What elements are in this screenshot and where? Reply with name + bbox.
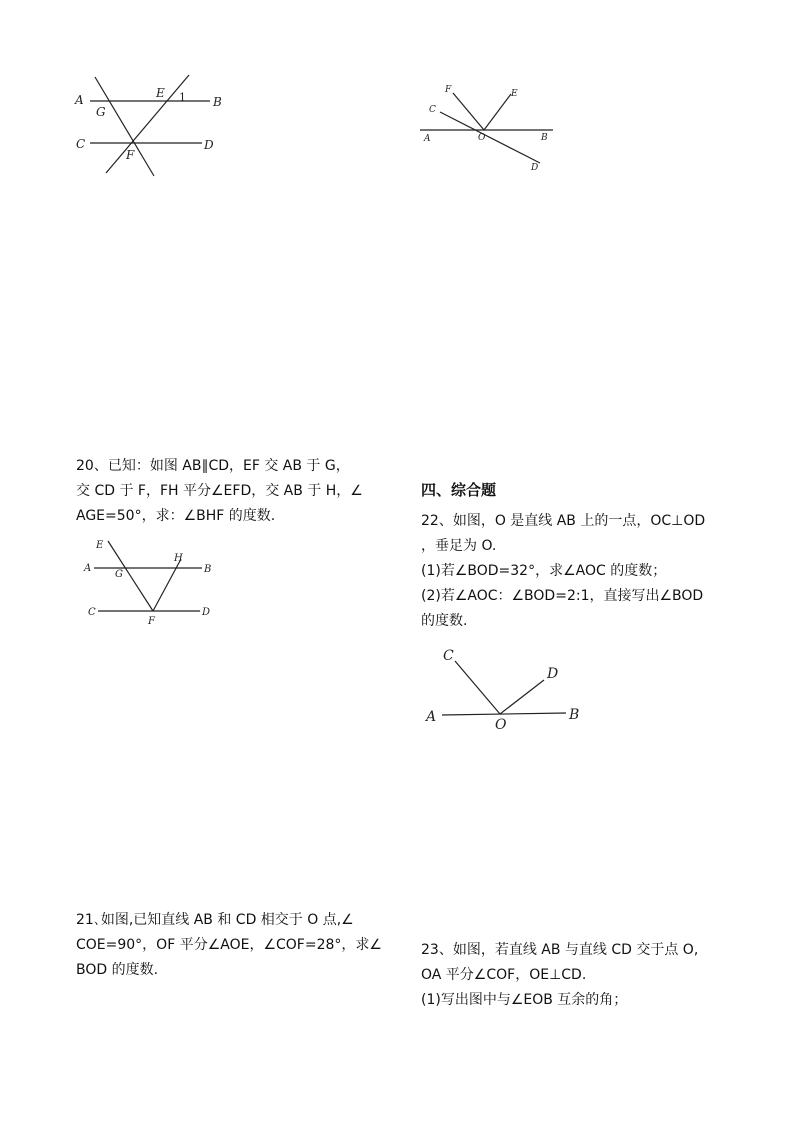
q22-line-2: ，垂足为 O. xyxy=(421,538,497,554)
ray-of xyxy=(453,93,484,130)
figure-q22 xyxy=(420,640,590,735)
label-c: C xyxy=(443,648,454,664)
line-cd xyxy=(440,112,540,163)
ray-oc xyxy=(455,661,500,714)
label-a: A xyxy=(84,563,92,574)
section-4-heading: 四、综合题 xyxy=(421,481,497,499)
q22-line-4: (2)若∠AOC：∠BOD=2:1，直接写出∠BOD xyxy=(421,588,704,604)
label-d: D xyxy=(204,138,214,152)
label-f: F xyxy=(126,148,135,162)
label-c: C xyxy=(429,105,436,115)
label-e: E xyxy=(156,86,165,100)
label-d: D xyxy=(202,607,211,618)
label-g: G xyxy=(115,569,123,580)
q22-line-1: 22、如图，O 是直线 AB 上的一点，OC⊥OD xyxy=(421,513,706,529)
label-o: O xyxy=(495,717,507,733)
q21-line-2: COE=90°，OF 平分∠AOE，∠COF=28°，求∠ xyxy=(76,937,382,953)
label-b: B xyxy=(541,133,548,143)
q20-line-2: 交 CD 于 F，FH 平分∠EFD，交 AB 于 H，∠ xyxy=(76,483,363,499)
figure-parallel-lines-top-left xyxy=(70,70,230,180)
q23-line-2: OA 平分∠COF，OE⊥CD. xyxy=(421,967,587,983)
label-c: C xyxy=(76,137,86,151)
label-h: H xyxy=(174,553,183,564)
label-c: C xyxy=(88,607,96,618)
label-angle-1: 1 xyxy=(179,91,186,104)
line-fh xyxy=(153,559,181,611)
label-e: E xyxy=(96,540,104,551)
label-o: O xyxy=(478,133,486,143)
q20-line-1: 20、已知：如图 AB∥CD，EF 交 AB 于 G， xyxy=(76,458,350,474)
label-d: D xyxy=(547,666,559,682)
ray-oe xyxy=(484,94,511,130)
q23-line-1: 23、如图，若直线 AB 与直线 CD 交于点 O, xyxy=(421,942,699,958)
label-a: A xyxy=(75,93,84,107)
label-f: F xyxy=(445,85,452,95)
figure-rays-top-right xyxy=(415,80,565,180)
figure-q20 xyxy=(82,535,222,630)
q23-line-3: (1)写出图中与∠EOB 互余的角； xyxy=(421,992,628,1008)
label-e: E xyxy=(511,89,518,99)
label-a: A xyxy=(424,134,431,144)
label-b: B xyxy=(213,95,222,109)
line-ef-transversal xyxy=(106,75,189,173)
label-f: F xyxy=(148,616,155,627)
q21-line-1: 21､如图,已知直线 AB 和 CD 相交于 O 点,∠ xyxy=(76,912,354,928)
label-a: A xyxy=(426,709,437,725)
line-ab xyxy=(442,713,566,715)
label-g: G xyxy=(96,105,106,119)
ray-od xyxy=(500,680,544,714)
q22-line-5: 的度数. xyxy=(421,613,468,629)
q22-line-3: (1)若∠BOD=32°，求∠AOC 的度数； xyxy=(421,563,667,579)
q21-line-3: BOD 的度数. xyxy=(76,962,159,978)
label-b: B xyxy=(204,564,212,575)
label-b: B xyxy=(569,707,580,723)
label-d: D xyxy=(531,163,539,173)
q20-line-3: AGE=50°，求：∠BHF 的度数. xyxy=(76,508,276,524)
